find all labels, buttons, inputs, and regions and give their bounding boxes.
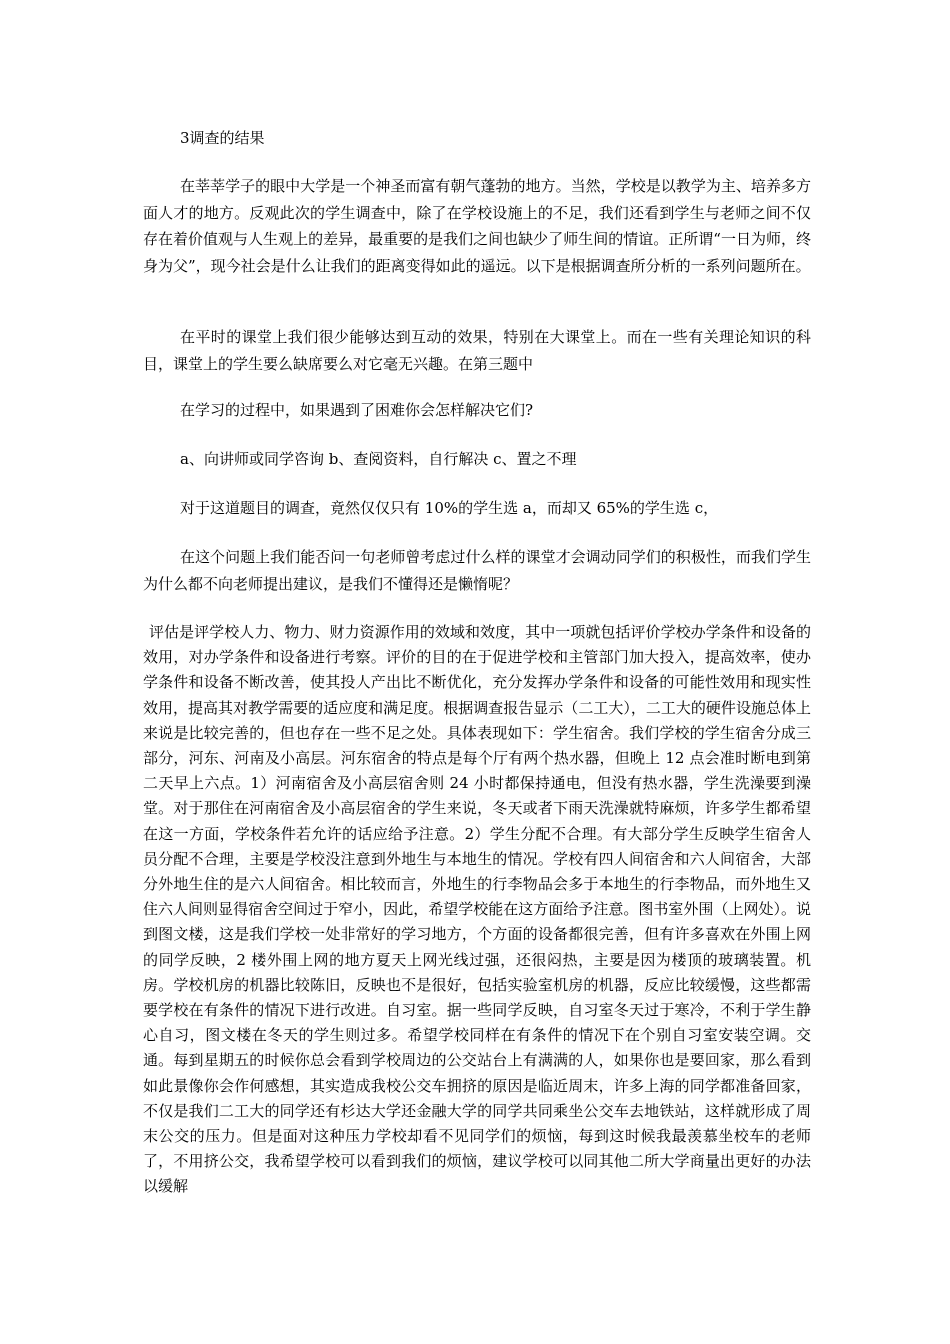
paragraph-survey-question: 在学习的过程中，如果遇到了困难你会怎样解决它们? xyxy=(180,401,534,419)
paragraph-reflection: 在这个问题上我们能否问一句老师曾考虑过什么样的课堂才会调动同学们的积极性，而我们学生为什么都不向老师提出建议，是我们不懂得还是懒惰呢？ xyxy=(143,548,811,593)
paragraph-classroom: 在平时的课堂上我们很少能够达到互动的效果，特别在大课堂上。而在一些有关理论知识的科目，课堂上的学生要么缺席要么对它毫无兴趣。在第三题中 xyxy=(143,328,811,373)
paragraph-intro: 在莘莘学子的眼中大学是一个神圣而富有朝气蓬勃的地方。当然，学校是以教学为主、培养多方面人才的地方。反观此次的学生调查中，除了在学校设施上的不足，我们还看到学生与老师之间不仅存在着价值观与人生观上的差异，最重要的是我们之间也缺少了师生间的情谊。正所谓“一日为师，终身为父”，现今社会是什么让我们的距离变得如此的遥远。以下是根据调查所分析的一系列问题所在。 xyxy=(143,177,811,275)
paragraph-survey-options: a、向讲师或同学咨询 b、查阅资料，自行解决 c、置之不理 xyxy=(180,450,577,468)
section-heading: 3调查的结果 xyxy=(180,129,265,147)
paragraph-facilities-assessment: 评估是评学校人力、物力、财力资源作用的效域和效度，其中一项就包括评价学校办学条件和设备的效用，对办学条件和设备进行考察。评价的目的在于促进学校和主管部门加大投入，提高效率，使办学条件和设备不断改善，使其投人产出比不断优化，充分发挥办学条件和设备的可能性效用和现实性效用，提高其对教学需要的适应度和满足度。根据调查报告显示（二工大），二工大的硬件设施总体上来说是比较完善的，但也存在一些不足之处。具体表现如下：学生宿舍。我们学校的学生宿舍分成三部分，河东、河南及小高层。河东宿舍的特点是每个厅有两个热水器，但晚上 12 点会准时断电到第二天早上六点。1）河南宿舍及小高层宿舍则 24 小时都保持通电，但没有热水器，学生洗澡要到澡堂。对于那住在河南宿舍及小高层宿舍的学生来说，冬天或者下雨天洗澡就特麻烦，许多学生都希望在这一方面，学校条件若允许的话应给予注意。2）学生分配不合理。有大部分学生反映学生宿舍人员分配不合理，主要是学校没注意到外地生与本地生的情况。学校有四人间宿舍和六人间宿舍，大部分外地生住的是六人间宿舍。相比较而言，外地生的行李物品会多于本地生的行李物品，而外地生又住六人间则显得宿舍空间过于窄小，因此，希望学校能在这方面给予注意。图书室外围（上网处）。说到图文楼，这是我们学校一处非常好的学习地方，个方面的设备都很完善，但有许多喜欢在外围上网的同学反映，2 楼外围上网的地方夏天上网光线过强，还很闷热，主要是因为楼顶的玻璃装置。机房。学校机房的机器比较陈旧，反映也不是很好，包括实验室机房的机器，反应比较缓慢，这些都需要学校在有条件的情况下进行改进。自习室。据一些同学反映，自习室冬天过于寒冷，不利于学生静心自习，图文楼在冬天的学生则过多。希望学校同样在有条件的情况下在个别自习室安装空调。交通。每到星期五的时候你总会看到学校周边的公交站台上有满满的人，如果你也是要回家，那么看到如此景像你会作何感想，其实造成我校公交车拥挤的原因是临近周末，许多上海的同学都准备回家，不仅是我们二工大的同学还有杉达大学还金融大学的同学共同乘坐公交车去地铁站，这样就形成了周末公交的压力。但是面对这种压力学校却看不见同学们的烦恼，每到这时候我最羡慕坐校车的老师了，不用挤公交，我希望学校可以看到我们的烦恼，建议学校可以同其他二所大学商量出更好的办法以缓解 xyxy=(143,623,811,1196)
paragraph-survey-result: 对于这道题目的调查，竟然仅仅只有 10%的学生选 a，而却又 65%的学生选 c， xyxy=(180,499,719,517)
